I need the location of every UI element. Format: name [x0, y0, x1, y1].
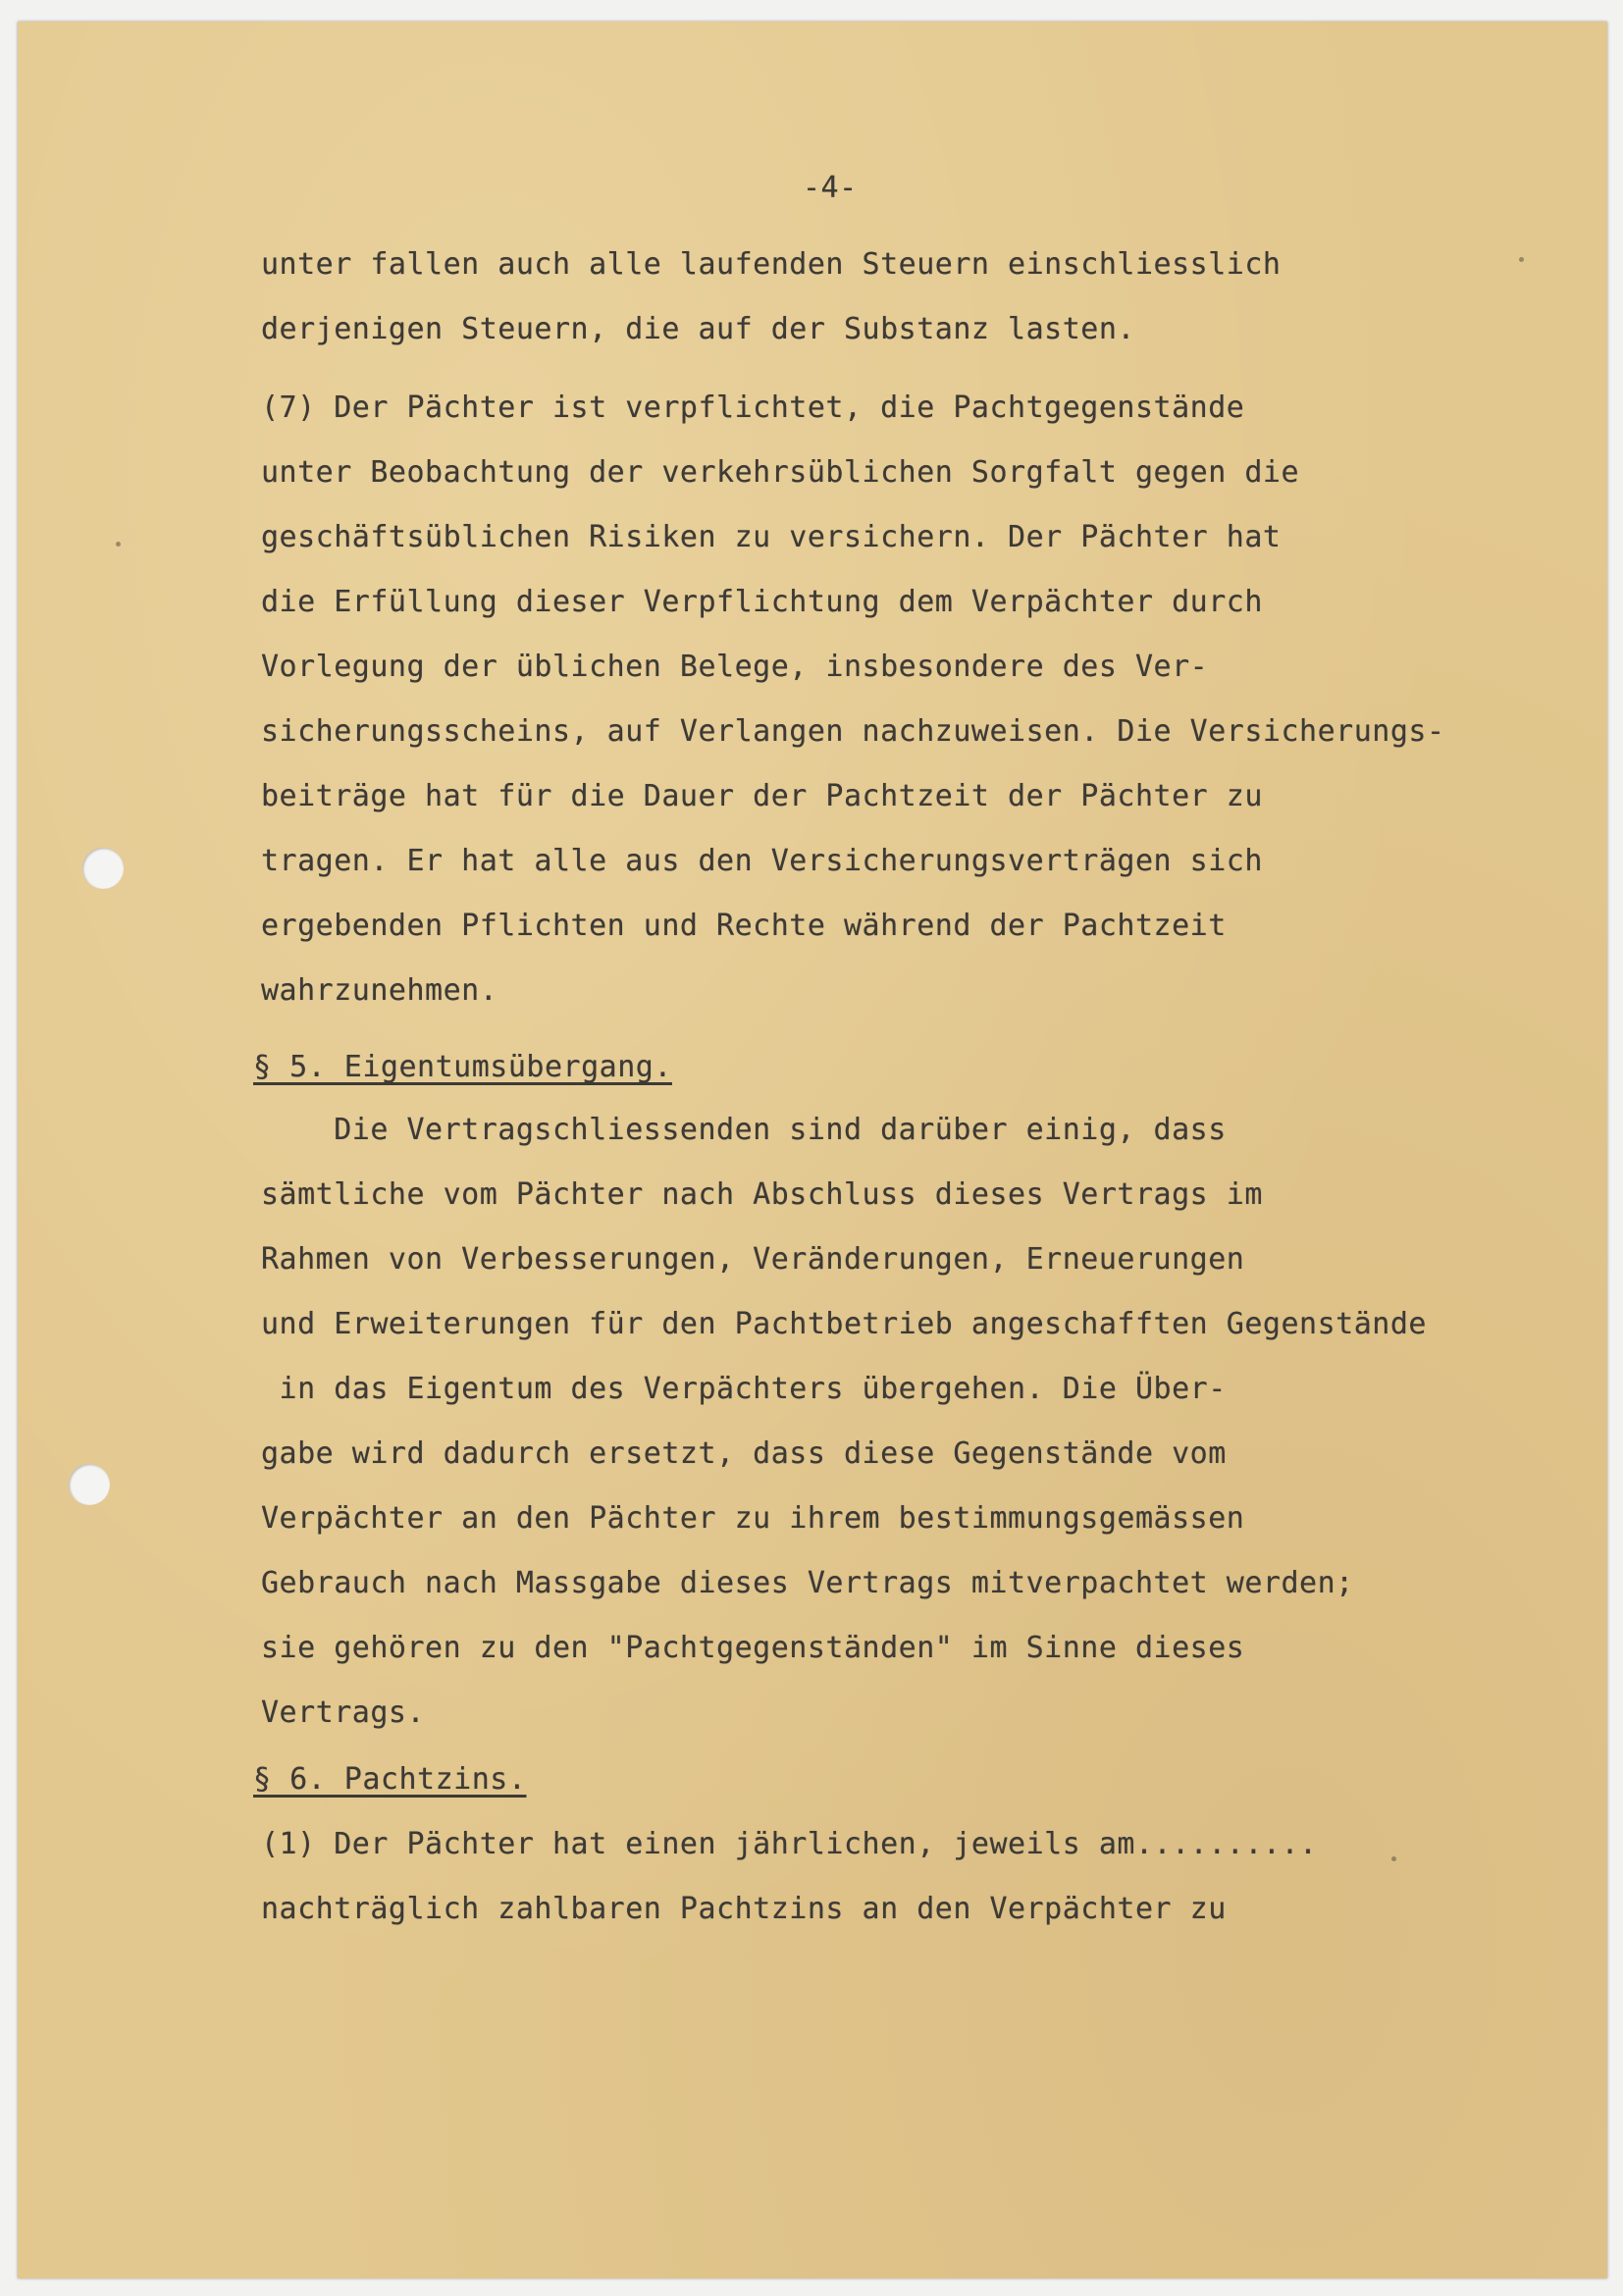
- text-line: ergebenden Pflichten und Rechte während der Pachtzeit: [261, 909, 1227, 943]
- paper-speck: [1391, 1856, 1396, 1861]
- text-line: tragen. Er hat alle aus den Versicherungsverträgen sich: [261, 844, 1263, 878]
- text-line: Rahmen von Verbesserungen, Veränderungen, Erneuerungen: [261, 1242, 1245, 1277]
- text-line: sie gehören zu den "Pachtgegenständen" im Sinne dieses: [261, 1631, 1245, 1665]
- text-line: beiträge hat für die Dauer der Pachtzeit der Pächter zu: [261, 779, 1263, 813]
- text-line: gabe wird dadurch ersetzt, dass diese Gegenstände vom: [261, 1436, 1227, 1471]
- page-number: -4-: [803, 171, 858, 205]
- text-line: unter Beobachtung der verkehrsüblichen Sorgfalt gegen die: [261, 455, 1300, 490]
- text-line: nachträglich zahlbaren Pachtzins an den Verpächter zu: [261, 1892, 1227, 1926]
- section-heading-5: § 5. Eigentumsübergang.: [253, 1050, 672, 1084]
- text-line: Vertrags.: [261, 1696, 426, 1730]
- text-line: (7) Der Pächter ist verpflichtet, die Pachtgegenstände: [261, 391, 1245, 425]
- text-line: Verpächter an den Pächter zu ihrem bestimmungsgemässen: [261, 1501, 1245, 1536]
- text-line: und Erweiterungen für den Pachtbetrieb angeschafften Gegenstände: [261, 1307, 1427, 1341]
- text-line: in das Eigentum des Verpächters übergehen. Die Über-: [261, 1372, 1227, 1406]
- text-line: Die Vertragschliessenden sind darüber einig, dass: [261, 1113, 1227, 1147]
- text-line: derjenigen Steuern, die auf der Substanz lasten.: [261, 312, 1135, 346]
- text-line: wahrzunehmen.: [261, 973, 498, 1008]
- text-line: geschäftsüblichen Risiken zu versichern. Der Pächter hat: [261, 520, 1282, 554]
- paper-speck: [1519, 257, 1524, 262]
- punch-hole-top: [82, 848, 124, 889]
- text-line: die Erfüllung dieser Verpflichtung dem Verpächter durch: [261, 585, 1263, 619]
- text-line: sicherungsscheins, auf Verlangen nachzuweisen. Die Versicherungs-: [261, 714, 1445, 749]
- punch-hole-bottom: [69, 1464, 110, 1505]
- paper-speck: [116, 542, 121, 547]
- section-heading-6: § 6. Pachtzins.: [253, 1762, 527, 1797]
- text-line: unter fallen auch alle laufenden Steuern einschliesslich: [261, 247, 1282, 282]
- document-page: [18, 22, 1607, 2278]
- text-line: Gebrauch nach Massgabe dieses Vertrags mitverpachtet werden;: [261, 1566, 1354, 1600]
- text-line: Vorlegung der üblichen Belege, insbesondere des Ver-: [261, 650, 1209, 684]
- text-line: sämtliche vom Pächter nach Abschluss dieses Vertrags im: [261, 1177, 1263, 1212]
- text-line: (1) Der Pächter hat einen jährlichen, jeweils am..........: [261, 1827, 1318, 1861]
